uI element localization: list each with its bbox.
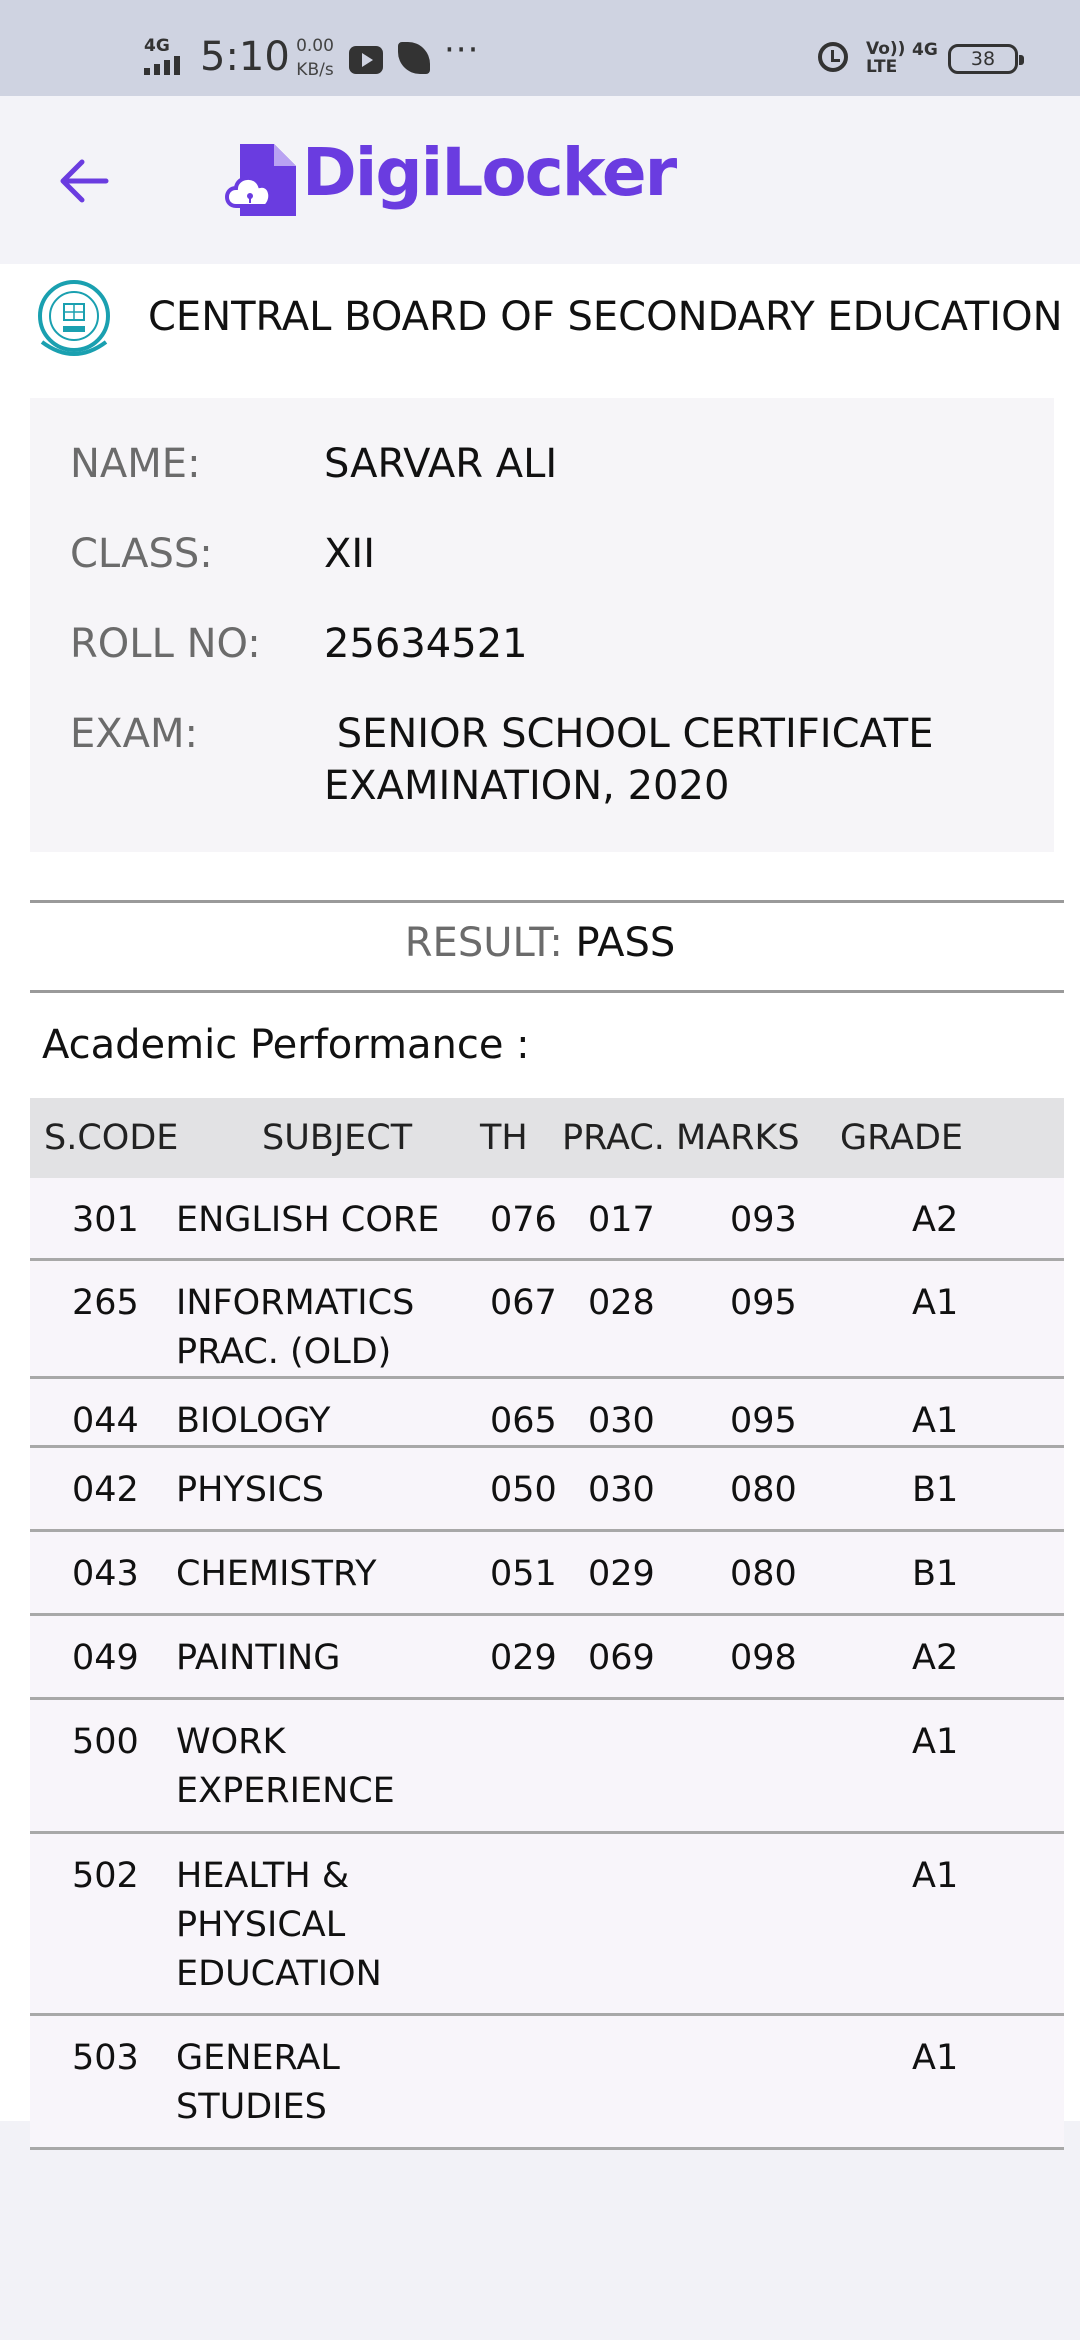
network-type: 4G bbox=[144, 36, 170, 56]
subject-code: 042 bbox=[72, 1470, 139, 1510]
subject-code: 502 bbox=[72, 1856, 139, 1896]
class-label: CLASS: bbox=[70, 531, 213, 577]
table-row bbox=[30, 1379, 1064, 1448]
divider bbox=[30, 900, 1064, 903]
exam-value: SENIOR SCHOOL CERTIFICATE EXAMINATION, 2020 bbox=[324, 711, 947, 809]
youtube-icon bbox=[349, 46, 383, 74]
subject-code: 265 bbox=[72, 1283, 139, 1323]
table-row bbox=[30, 1261, 1064, 1379]
volte-indicator: Vo)) LTE bbox=[866, 39, 906, 77]
total-marks: 080 bbox=[730, 1554, 797, 1594]
header-th: TH bbox=[480, 1118, 528, 1158]
grade: A1 bbox=[912, 1722, 959, 1762]
subject-name: HEALTH & PHYSICAL EDUCATION bbox=[176, 1856, 382, 1994]
grade: B1 bbox=[912, 1554, 959, 1594]
subject-code: 301 bbox=[72, 1200, 139, 1240]
result-line bbox=[0, 920, 1080, 966]
exam-label: EXAM: bbox=[70, 711, 199, 757]
grade: B1 bbox=[912, 1470, 959, 1510]
roll-label: ROLL NO: bbox=[70, 621, 261, 667]
table-header bbox=[30, 1098, 1064, 1178]
theory-marks: 065 bbox=[490, 1401, 557, 1441]
theory-marks: 029 bbox=[490, 1638, 557, 1678]
practical-marks: 030 bbox=[588, 1401, 655, 1441]
table-row bbox=[30, 1834, 1064, 2016]
subject-name: PAINTING bbox=[176, 1638, 341, 1678]
subject-code: 049 bbox=[72, 1638, 139, 1678]
battery-icon: 38 bbox=[948, 44, 1018, 74]
header-subject: SUBJECT bbox=[262, 1118, 413, 1158]
clock: 5:10 bbox=[200, 34, 290, 80]
subject-name: BIOLOGY bbox=[176, 1401, 331, 1441]
subject-name: WORK EXPERIENCE bbox=[176, 1722, 395, 1811]
practical-marks: 017 bbox=[588, 1200, 655, 1240]
theory-marks: 076 bbox=[490, 1200, 557, 1240]
app-brand-name: DigiLocker bbox=[302, 134, 676, 211]
theory-marks: 051 bbox=[490, 1554, 557, 1594]
table-row bbox=[30, 2016, 1064, 2150]
grade: A2 bbox=[912, 1200, 959, 1240]
header-grade: GRADE bbox=[840, 1118, 964, 1158]
cbse-logo-icon bbox=[36, 276, 112, 362]
divider bbox=[30, 990, 1064, 993]
grade: A1 bbox=[912, 1283, 959, 1323]
total-marks: 095 bbox=[730, 1401, 797, 1441]
subject-name: PHYSICS bbox=[176, 1470, 324, 1510]
network-type-secondary: 4G bbox=[912, 40, 938, 60]
class-value: XII bbox=[324, 531, 375, 577]
subject-code: 043 bbox=[72, 1554, 139, 1594]
total-marks: 098 bbox=[730, 1638, 797, 1678]
grade: A2 bbox=[912, 1638, 959, 1678]
grade: A1 bbox=[912, 1856, 959, 1896]
grade: A1 bbox=[912, 1401, 959, 1441]
subject-name: ENGLISH CORE bbox=[176, 1200, 440, 1240]
theory-marks: 050 bbox=[490, 1470, 557, 1510]
table-row bbox=[30, 1178, 1064, 1261]
subject-name: CHEMISTRY bbox=[176, 1554, 377, 1594]
network-speed: 0.00 KB/s bbox=[296, 36, 334, 80]
table-row bbox=[30, 1532, 1064, 1616]
more-notifications-icon: ··· bbox=[444, 30, 480, 70]
header-prac-marks: PRAC. MARKS bbox=[562, 1118, 800, 1158]
table-body bbox=[30, 1178, 1064, 2150]
student-info-card bbox=[30, 398, 1054, 852]
back-arrow-icon[interactable] bbox=[56, 154, 110, 208]
practical-marks: 028 bbox=[588, 1283, 655, 1323]
subject-code: 503 bbox=[72, 2038, 139, 2078]
header-code: S.CODE bbox=[44, 1118, 179, 1158]
signal-icon bbox=[144, 38, 190, 74]
subject-name: INFORMATICS PRAC. (OLD) bbox=[176, 1283, 415, 1372]
section-title: Academic Performance : bbox=[42, 1022, 530, 1068]
result-label: RESULT: bbox=[404, 920, 563, 966]
table-row bbox=[30, 1448, 1064, 1532]
board-name: CENTRAL BOARD OF SECONDARY EDUCATION bbox=[148, 294, 1063, 340]
table-row bbox=[30, 1616, 1064, 1700]
name-label: NAME: bbox=[70, 441, 201, 487]
name-value: SARVAR ALI bbox=[324, 441, 558, 487]
subject-code: 500 bbox=[72, 1722, 139, 1762]
practical-marks: 030 bbox=[588, 1470, 655, 1510]
subject-code: 044 bbox=[72, 1401, 139, 1441]
subject-name: GENERAL STUDIES bbox=[176, 2038, 340, 2127]
roll-value: 25634521 bbox=[324, 621, 528, 667]
digilocker-logo-icon bbox=[222, 140, 302, 220]
alarm-icon bbox=[818, 42, 848, 72]
practical-marks: 069 bbox=[588, 1638, 655, 1678]
result-value: PASS bbox=[562, 920, 676, 966]
practical-marks: 029 bbox=[588, 1554, 655, 1594]
status-bar bbox=[0, 0, 1080, 96]
table-row bbox=[30, 1700, 1064, 1834]
grade: A1 bbox=[912, 2038, 959, 2078]
total-marks: 093 bbox=[730, 1200, 797, 1240]
result-content bbox=[0, 264, 1080, 2127]
total-marks: 095 bbox=[730, 1283, 797, 1323]
theory-marks: 067 bbox=[490, 1283, 557, 1323]
total-marks: 080 bbox=[730, 1470, 797, 1510]
marks-table bbox=[30, 1098, 1064, 2150]
app-bar bbox=[0, 96, 1080, 264]
leaf-icon bbox=[398, 42, 430, 74]
